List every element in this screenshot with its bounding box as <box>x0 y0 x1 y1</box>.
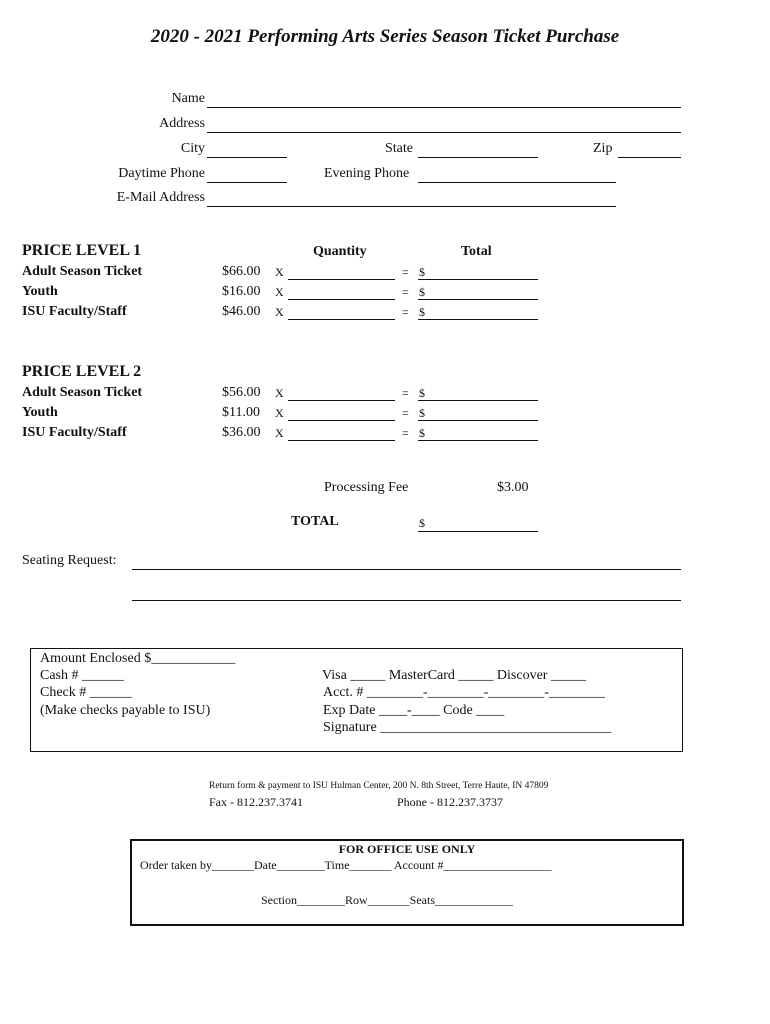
quantity-field[interactable] <box>288 440 395 441</box>
ticket-price: $11.00 <box>222 405 260 420</box>
state-field[interactable] <box>418 157 538 158</box>
ticket-type-label: Youth <box>22 405 58 420</box>
name-label: Name <box>171 91 205 106</box>
quantity-column-header: Quantity <box>313 244 367 259</box>
price-level-2-heading: PRICE LEVEL 2 <box>22 363 142 380</box>
city-label: City <box>180 141 205 156</box>
phone-number: Phone - 812.237.3737 <box>397 795 503 809</box>
line-total-field[interactable] <box>418 299 538 300</box>
equals-sign: = <box>402 386 409 400</box>
payment-box <box>30 648 683 752</box>
page-title: 2020 - 2021 Performing Arts Series Season Ticket Purchase <box>150 26 620 47</box>
multiply-sign: X <box>275 265 284 279</box>
dollar-sign: $ <box>419 265 425 279</box>
dollar-sign: $ <box>419 285 425 299</box>
equals-sign: = <box>402 406 409 420</box>
seating-request-line-1[interactable] <box>132 569 681 570</box>
total-label: TOTAL <box>291 514 339 529</box>
line-total-field[interactable] <box>418 279 538 280</box>
ticket-type-label: Adult Season Ticket <box>22 264 143 279</box>
state-label: State <box>385 141 413 156</box>
seating-request-line-2[interactable] <box>132 600 681 601</box>
equals-sign: = <box>402 426 409 440</box>
multiply-sign: X <box>275 426 284 440</box>
dollar-sign: $ <box>419 386 425 400</box>
total-field[interactable] <box>418 531 538 532</box>
office-seating-line[interactable]: Section________Row_______Seats_____________ <box>261 893 513 907</box>
exp-date-code-field[interactable]: Exp Date ____-____ Code ____ <box>323 703 505 718</box>
city-field[interactable] <box>207 157 287 158</box>
quantity-field[interactable] <box>288 319 395 320</box>
evening-phone-field[interactable] <box>418 182 616 183</box>
total-dollar: $ <box>419 516 425 530</box>
email-field[interactable] <box>207 206 616 207</box>
multiply-sign: X <box>275 386 284 400</box>
account-number-field[interactable]: Acct. # ________-________-________-________ <box>323 685 605 700</box>
signature-field[interactable]: Signature _________________________________ <box>323 720 612 735</box>
line-total-field[interactable] <box>418 400 538 401</box>
total-column-header: Total <box>461 244 492 259</box>
name-field[interactable] <box>207 107 681 108</box>
quantity-field[interactable] <box>288 400 395 401</box>
processing-fee-label: Processing Fee <box>324 480 409 495</box>
quantity-field[interactable] <box>288 279 395 280</box>
amount-enclosed[interactable]: Amount Enclosed $____________ <box>40 651 236 666</box>
equals-sign: = <box>402 265 409 279</box>
line-total-field[interactable] <box>418 440 538 441</box>
ticket-type-label: ISU Faculty/Staff <box>22 425 127 440</box>
quantity-field[interactable] <box>288 299 395 300</box>
fax-number: Fax - 812.237.3741 <box>209 795 303 809</box>
card-type-options[interactable]: Visa _____ MasterCard _____ Discover _____ <box>322 668 586 683</box>
line-total-field[interactable] <box>418 420 538 421</box>
ticket-type-label: ISU Faculty/Staff <box>22 304 127 319</box>
ticket-type-label: Adult Season Ticket <box>22 385 143 400</box>
dollar-sign: $ <box>419 426 425 440</box>
evening-phone-label: Evening Phone <box>324 166 410 181</box>
check-field[interactable]: Check # ______ <box>40 685 132 700</box>
address-label: Address <box>159 116 205 131</box>
office-order-line[interactable]: Order taken by_______Date________Time_______ Account #__________________ <box>140 858 552 872</box>
ticket-price: $36.00 <box>222 425 261 440</box>
multiply-sign: X <box>275 406 284 420</box>
office-use-box <box>130 839 684 926</box>
equals-sign: = <box>402 305 409 319</box>
daytime-phone-label: Daytime Phone <box>118 166 205 181</box>
ticket-price: $46.00 <box>222 304 261 319</box>
ticket-price: $66.00 <box>222 264 261 279</box>
return-address: Return form & payment to ISU Hulman Center, 200 N. 8th Street, Terre Haute, IN 47809 <box>209 781 549 791</box>
office-use-heading: FOR OFFICE USE ONLY <box>338 842 476 856</box>
multiply-sign: X <box>275 305 284 319</box>
zip-field[interactable] <box>618 157 681 158</box>
email-label: E-Mail Address <box>116 190 205 205</box>
ticket-price: $16.00 <box>222 284 261 299</box>
price-level-1-heading: PRICE LEVEL 1 <box>22 242 142 259</box>
equals-sign: = <box>402 285 409 299</box>
daytime-phone-field[interactable] <box>207 182 287 183</box>
ticket-type-label: Youth <box>22 284 58 299</box>
dollar-sign: $ <box>419 305 425 319</box>
processing-fee-value: $3.00 <box>497 480 529 495</box>
multiply-sign: X <box>275 285 284 299</box>
quantity-field[interactable] <box>288 420 395 421</box>
line-total-field[interactable] <box>418 319 538 320</box>
payable-note: (Make checks payable to ISU) <box>40 703 211 718</box>
zip-label: Zip <box>593 141 613 156</box>
dollar-sign: $ <box>419 406 425 420</box>
cash-field[interactable]: Cash # ______ <box>40 668 124 683</box>
seating-request-label: Seating Request: <box>22 553 117 568</box>
address-field[interactable] <box>207 132 681 133</box>
ticket-price: $56.00 <box>222 385 261 400</box>
